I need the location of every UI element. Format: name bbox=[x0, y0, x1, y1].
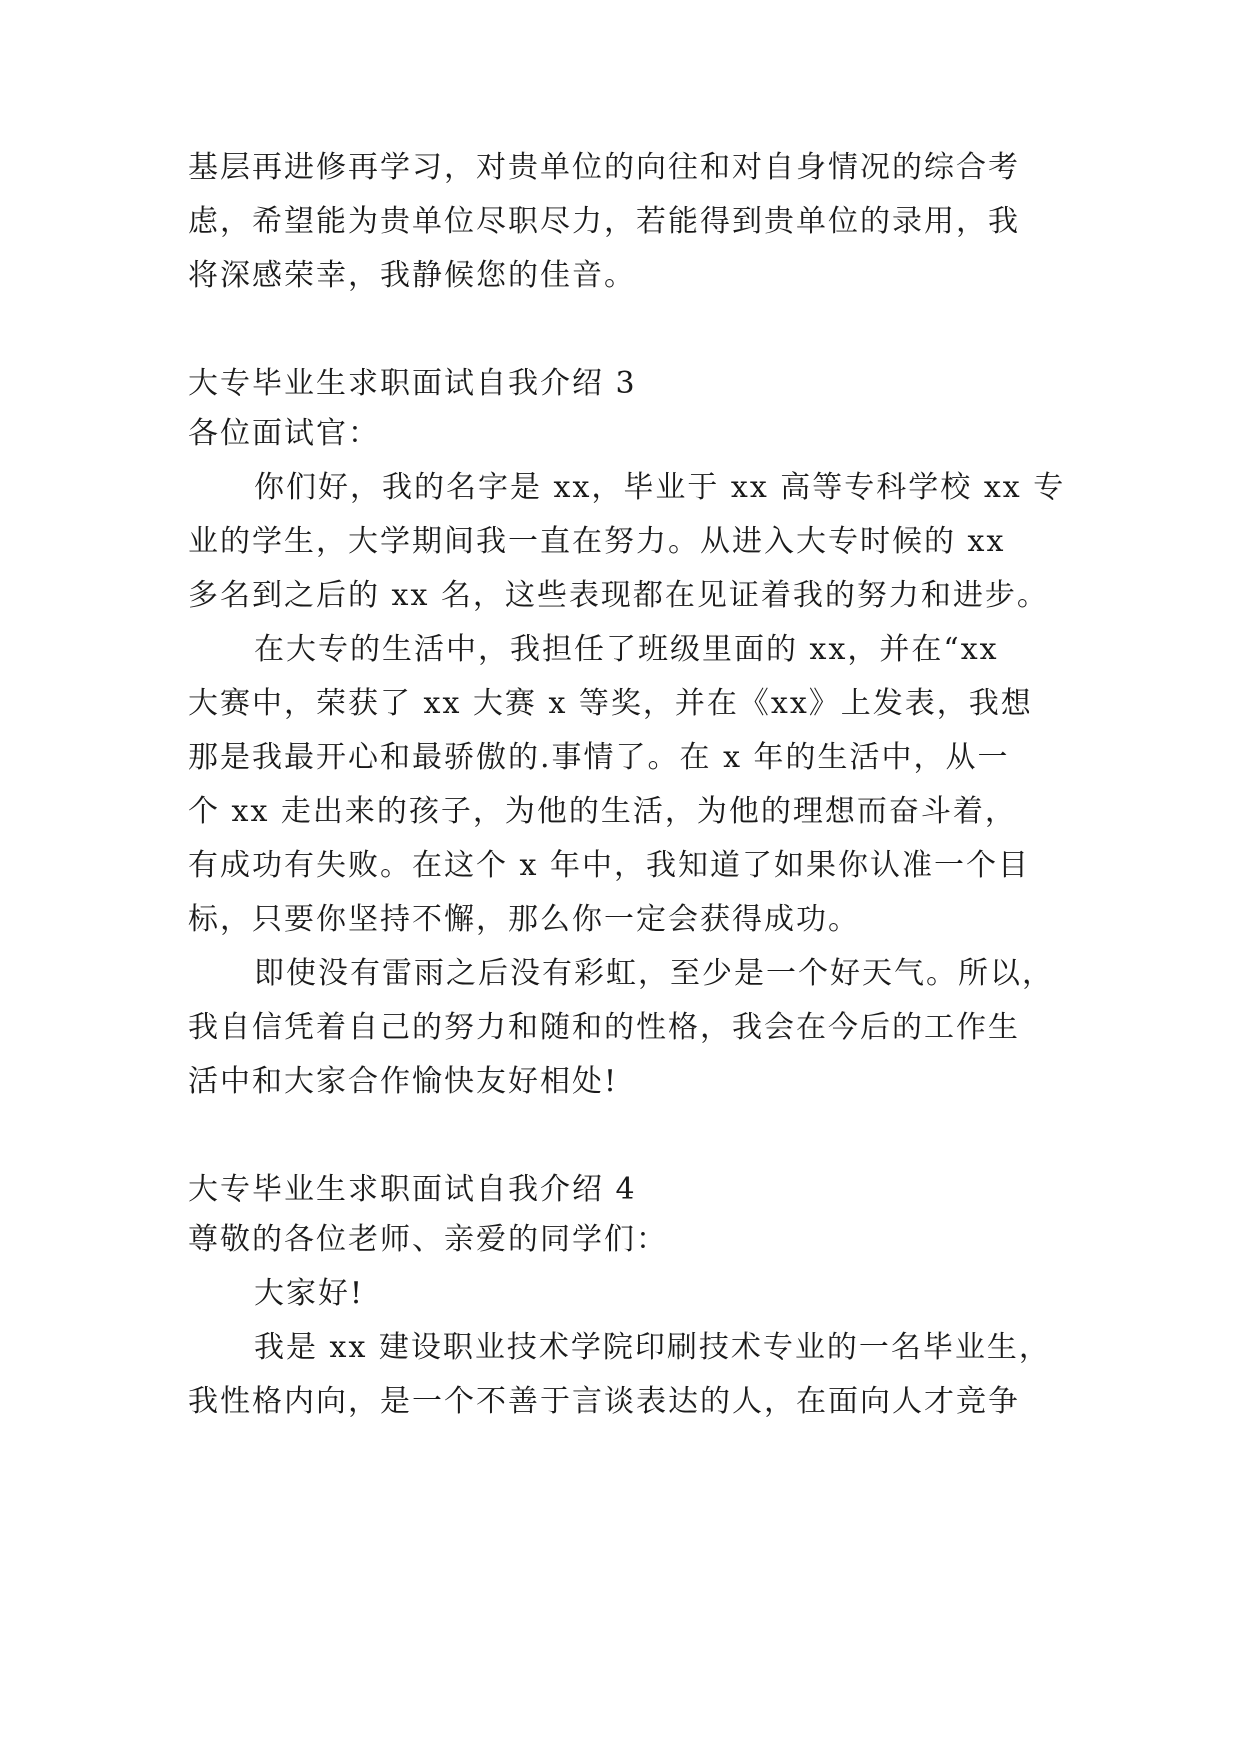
text-line: 虑，希望能为贵单位尽职尽力，若能得到贵单位的录用，我 bbox=[188, 204, 1020, 239]
text-line: 即使没有雷雨之后没有彩虹，至少是一个好天气。所以， bbox=[254, 956, 1054, 991]
text-line: 基层再进修再学习，对贵单位的向往和对自身情况的综合考 bbox=[188, 150, 1020, 185]
section-title: 大专毕业生求职面试自我介绍 3 bbox=[188, 366, 637, 401]
text-line: 个 xx 走出来的孩子，为他的生活，为他的理想而奋斗着， bbox=[188, 794, 1017, 829]
section-title: 大专毕业生求职面试自我介绍 4 bbox=[188, 1172, 637, 1207]
text-line: 大赛中，荣获了 xx 大赛 x 等奖，并在《xx》上发表，我想 bbox=[188, 686, 1033, 721]
text-line: 我自信凭着自己的努力和随和的性格，我会在今后的工作生 bbox=[188, 1010, 1020, 1045]
text-line: 那是我最开心和最骄傲的.事情了。在 x 年的生活中，从一 bbox=[188, 740, 1010, 775]
greeting: 大家好! bbox=[254, 1276, 365, 1311]
salutation: 各位面试官： bbox=[188, 416, 380, 451]
text-line: 在大专的生活中，我担任了班级里面的 xx，并在“xx bbox=[254, 632, 999, 667]
text-line: 多名到之后的 xx 名，这些表现都在见证着我的努力和进步。 bbox=[188, 578, 1049, 613]
text-line: 业的学生，大学期间我一直在努力。从进入大专时候的 xx bbox=[188, 524, 1006, 559]
text-line: 活中和大家合作愉快友好相处! bbox=[188, 1064, 619, 1099]
text-line: 你们好，我的名字是 xx，毕业于 xx 高等专科学校 xx 专 bbox=[254, 470, 1066, 505]
text-line: 将深感荣幸，我静候您的佳音。 bbox=[188, 258, 636, 293]
text-line: 我是 xx 建设职业技术学院印刷技术专业的一名毕业生， bbox=[254, 1330, 1051, 1365]
salutation: 尊敬的各位老师、亲爱的同学们： bbox=[188, 1222, 668, 1257]
text-line: 标，只要你坚持不懈，那么你一定会获得成功。 bbox=[188, 902, 860, 937]
text-line: 我性格内向，是一个不善于言谈表达的人，在面向人才竞争 bbox=[188, 1384, 1020, 1419]
text-line: 有成功有失败。在这个 x 年中，我知道了如果你认准一个目 bbox=[188, 848, 1030, 883]
